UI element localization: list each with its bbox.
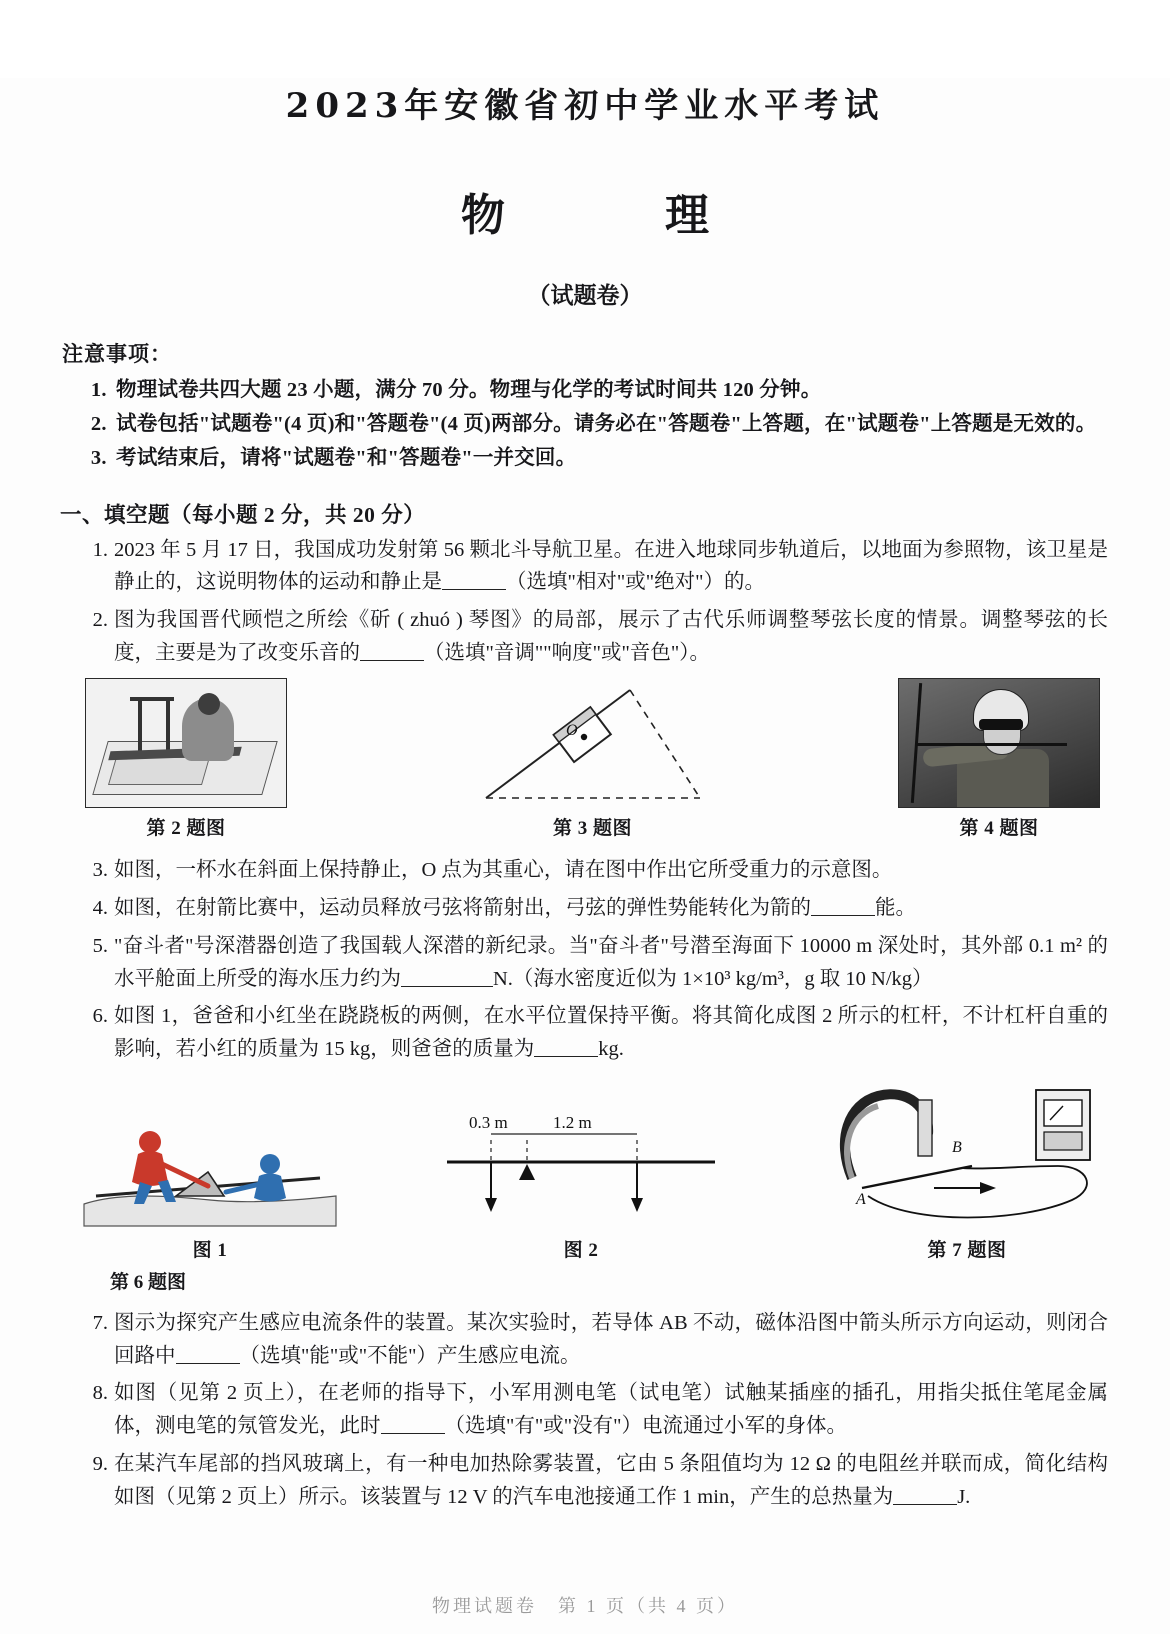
notice-item: 3. 考试结束后，请将"试题卷"和"答题卷"一并交回。 bbox=[112, 442, 1170, 475]
figure-q2 bbox=[85, 678, 287, 844]
notice-heading: 注意事项： bbox=[62, 342, 172, 366]
figure-label: 图 2 bbox=[563, 1239, 599, 1261]
figure-row-bottom bbox=[80, 1070, 1112, 1266]
figure-q3 bbox=[478, 680, 708, 844]
incline-cup-diagram bbox=[478, 680, 708, 808]
question-text-cont: （选填"音调""响度"或"音色"）。 bbox=[424, 642, 710, 664]
point-o-label: O bbox=[565, 721, 578, 739]
subject-title: 物 理 bbox=[461, 190, 767, 241]
figure-caption-q6: 第 6 题图 bbox=[110, 1272, 187, 1294]
figure-caption: 第 7 题图 bbox=[927, 1239, 1007, 1261]
answer-blank[interactable] bbox=[534, 1056, 598, 1057]
question-text: 如图，在射箭比赛中，运动员释放弓弦将箭射出，弓弦的弹性势能转化为箭的 bbox=[114, 896, 811, 919]
question-number: 8. bbox=[92, 1382, 108, 1405]
question-text-cont: （选填"有"或"没有"）电流通过小军的身体。 bbox=[444, 1415, 847, 1438]
question-number: 6. bbox=[92, 1005, 108, 1028]
question-9 bbox=[78, 1448, 1108, 1514]
answer-blank[interactable] bbox=[360, 660, 424, 661]
question-5 bbox=[78, 930, 1108, 996]
question-number: 7. bbox=[92, 1311, 108, 1334]
question-text: 如图 1，爸爸和小红坐在跷跷板的两侧，在水平位置保持平衡。将其简化成图 2 所示的杠杆，不计杠杆自重的影响，若小红的质量为 15 kg，则爸爸的质量为 bbox=[114, 1005, 1108, 1061]
question-body bbox=[114, 534, 1108, 600]
answer-blank[interactable] bbox=[893, 1504, 957, 1505]
zither-painting-image bbox=[85, 678, 287, 808]
figure-caption-row bbox=[110, 1268, 1070, 1298]
question-number: 2. bbox=[92, 609, 108, 632]
figure-caption: 第 4 题图 bbox=[959, 817, 1039, 839]
notice-item: 2. 试卷包括"试题卷"(4 页)和"答题卷"(4 页)两部分。请务必在"答题卷"上答题，在"试题卷"上答题是无效的。 bbox=[112, 408, 1170, 441]
figure-lever bbox=[441, 1100, 721, 1266]
archery-photo bbox=[898, 678, 1100, 808]
question-text-cont: N.（海水密度近似为 1×10³ kg/m³，g 取 10 N/kg） bbox=[493, 967, 933, 990]
point-a-label: A bbox=[856, 1190, 866, 1208]
figure-row-top bbox=[85, 678, 1100, 844]
question-text-cont: 能。 bbox=[875, 896, 916, 919]
question-body bbox=[114, 854, 1108, 887]
figure-q4 bbox=[898, 678, 1100, 844]
lever-right-label: 1.2 m bbox=[553, 1112, 592, 1132]
figure-caption: 第 2 题图 bbox=[146, 817, 226, 839]
question-8 bbox=[78, 1377, 1108, 1443]
question-text-cont: kg. bbox=[598, 1038, 624, 1061]
paper-kind: （试题卷） bbox=[527, 283, 643, 308]
question-number: 3. bbox=[92, 859, 108, 882]
figure-label: 图 1 bbox=[192, 1239, 228, 1261]
question-text: 如图（见第 2 页上），在老师的指导下，小军用测电笔（试电笔）试触某插座的插孔，用指尖抵住笔尾金属体，测电笔的氖管发光，此时 bbox=[114, 1382, 1108, 1438]
section-heading: 一、填空题（每小题 2 分，共 20 分） bbox=[60, 502, 426, 527]
answer-blank[interactable] bbox=[811, 915, 875, 916]
question-text: 如图，一杯水在斜面上保持静止，O 点为其重心，请在图中作出它所受重力的示意图。 bbox=[114, 859, 893, 882]
question-list bbox=[0, 534, 1170, 1514]
lever-left-label: 0.3 m bbox=[469, 1112, 508, 1132]
page-title: 2023年安徽省初中学业水平考试 bbox=[285, 86, 885, 126]
question-text: 图示为探究产生感应电流条件的装置。某次实验时，若导体 AB 不动，磁体沿图中箭头所示方向运动，则闭合回路中 bbox=[114, 1311, 1108, 1367]
point-b-label: B bbox=[952, 1138, 962, 1156]
question-text: 2023 年 5 月 17 日，我国成功发射第 56 颗北斗导航卫星。在进入地球同步轨道后，以地面为参照物，该卫星是静止的，这说明物体的运动和静止是 bbox=[114, 538, 1108, 594]
question-body bbox=[114, 1448, 1108, 1514]
page-footer: 物理试题卷 第 1 页（共 4 页） bbox=[432, 1596, 738, 1616]
question-text: 图为我国晋代顾恺之所绘《斫 ( zhuó ) 琴图》的局部，展示了古代乐师调整琴弦长度的情景。调整琴弦的长度，主要是为了改变乐音的 bbox=[114, 609, 1108, 664]
figure-caption: 第 3 题图 bbox=[552, 817, 632, 839]
question-number: 1. bbox=[92, 538, 108, 561]
question-1 bbox=[78, 534, 1108, 600]
question-text-cont: （选填"能"或"不能"）产生感应电流。 bbox=[239, 1344, 581, 1367]
question-text: 在某汽车尾部的挡风玻璃上，有一种电加热除雾装置，它由 5 条阻值均为 12 Ω 的电阻丝并联而成，简化结构如图（见第 2 页上）所示。该装置与 12 V 的汽车电池接通工作 1 min，产生的总热量为 bbox=[114, 1452, 1108, 1508]
figure-q7 bbox=[822, 1070, 1112, 1266]
question-2 bbox=[78, 604, 1108, 670]
question-number: 5. bbox=[92, 934, 108, 957]
question-body bbox=[114, 892, 1108, 925]
question-6 bbox=[78, 1000, 1108, 1066]
induction-apparatus-diagram bbox=[822, 1070, 1112, 1230]
question-7 bbox=[78, 1307, 1108, 1373]
question-number: 4. bbox=[92, 896, 108, 919]
exam-page bbox=[0, 78, 1170, 1634]
lever-diagram bbox=[441, 1100, 721, 1230]
question-body bbox=[114, 604, 1108, 670]
question-text: "奋斗者"号深潜器创造了我国载人深潜的新纪录。当"奋斗者"号潜至海面下 10000 m 深处时，其外部 0.1 m² 的水平舱面上所受的海水压力约为 bbox=[114, 934, 1108, 990]
question-number: 9. bbox=[92, 1452, 108, 1475]
question-body bbox=[114, 1307, 1108, 1373]
answer-blank[interactable] bbox=[176, 1363, 240, 1364]
seesaw-illustration bbox=[80, 1100, 340, 1230]
question-body bbox=[114, 1377, 1108, 1443]
question-body bbox=[114, 930, 1108, 996]
question-4 bbox=[78, 892, 1108, 925]
notice-list bbox=[0, 374, 1170, 476]
notice-item: 1. 物理试卷共四大题 23 小题，满分 70 分。物理与化学的考试时间共 120 分钟。 bbox=[112, 374, 1170, 407]
question-text-cont: （选填"相对"或"绝对"）的。 bbox=[506, 571, 765, 594]
answer-blank[interactable] bbox=[442, 589, 506, 590]
question-text-cont: J. bbox=[957, 1485, 971, 1508]
question-3 bbox=[78, 854, 1108, 887]
question-body bbox=[114, 1000, 1108, 1066]
answer-blank[interactable] bbox=[401, 986, 493, 987]
answer-blank[interactable] bbox=[381, 1433, 445, 1434]
figure-seesaw bbox=[80, 1100, 340, 1266]
